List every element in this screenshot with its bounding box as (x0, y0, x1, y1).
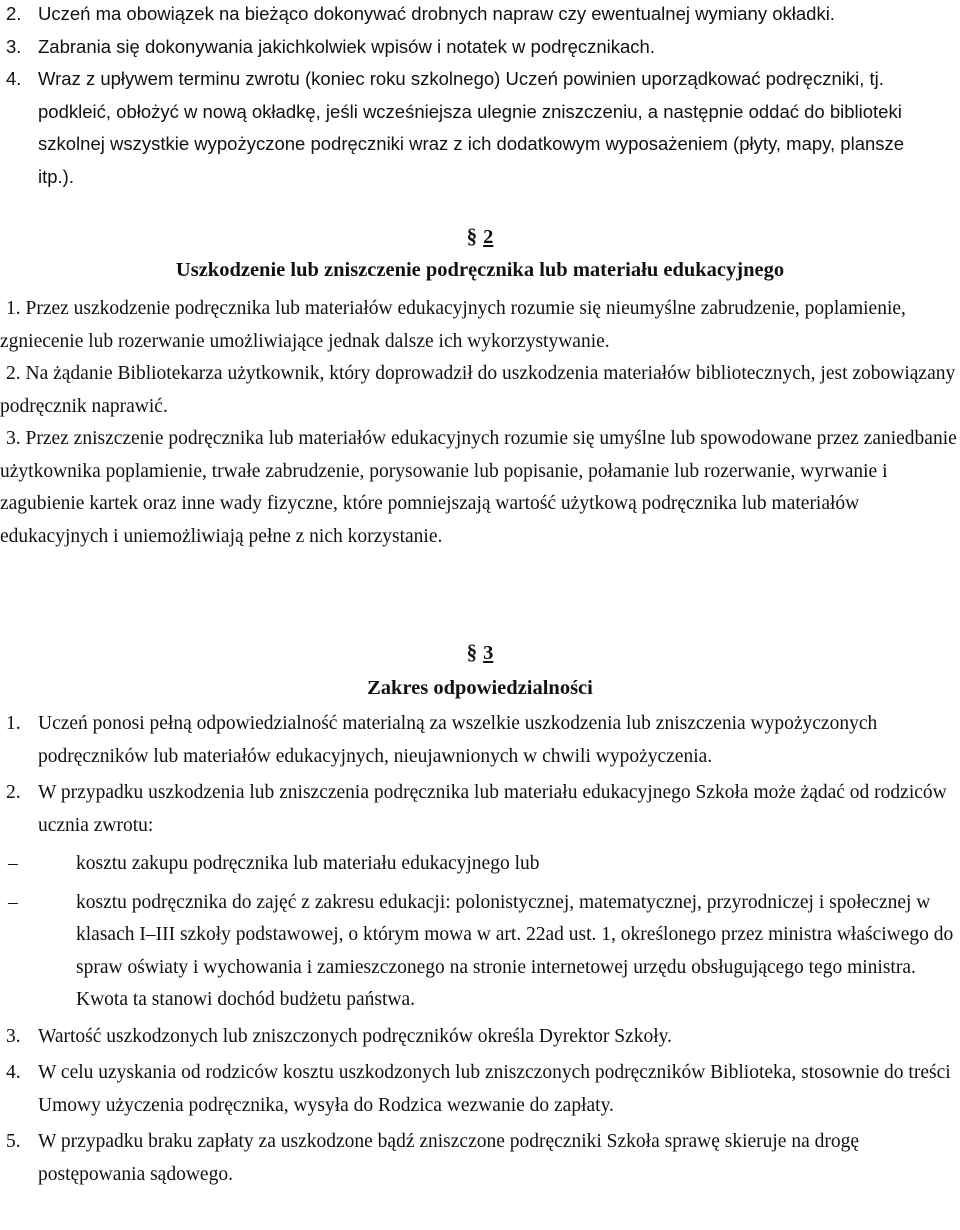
list-item (0, 1021, 958, 1054)
dash-marker: – (8, 853, 18, 874)
section-2-number (0, 220, 960, 253)
section-3-number (0, 636, 960, 669)
item-text: Przez zniszczenie podręcznika lub materiałów edukacyjnych rozumie się umyślne lub spowodowane przez zaniedbanie użytkownika poplamienie, trwałe zabrudzenie, porysowanie lub popisanie, połamanie lub rozerwanie, wyrwanie i zagubienie kartek oraz inne wady fizyczne, które pomniejszają wartość użytkową podręcznika lub materiałów edukacyjnych i uniemożliwiają pełne z nich korzystanie. (0, 428, 957, 547)
dash-list (0, 848, 958, 1017)
section-2-title: Uszkodzenie lub zniszczenie podręcznika lub materiału edukacyjnego (175, 259, 785, 281)
dash-item (8, 887, 958, 1017)
item-text: Zabrania się dokonywania jakichkolwiek wpisów i notatek w podręcznikach. (38, 35, 655, 57)
section-3-title: Zakres odpowiedzialności (367, 677, 593, 699)
list-item (0, 358, 958, 423)
list-item (0, 1126, 958, 1191)
dash-marker: – (8, 891, 18, 913)
list-item (0, 31, 958, 64)
item-number: 3. (6, 35, 22, 57)
item-text: W przypadku braku zapłaty za uszkodzone bądź zniszczone podręczniki Szkoła sprawę skieruje na drogę postępowania sądowego. (38, 1131, 860, 1185)
dash-item (8, 848, 958, 881)
item-text: Wartość uszkodzonych lub zniszczonych podręczników określa Dyrektor Szkoły. (38, 1025, 672, 1047)
item-text: Wraz z upływem terminu zwrotu (koniec roku szkolnego) Uczeń powinien uporządkować podręczniki, tj. podkleić, obłożyć w nową okładkę, jeśli wcześniejsza ulegnie zniszczeniu, a następnie oddać do biblioteki szkolnej wszystkie wypożyczone podręczniki wraz z ich dodatkowym wyposażeniem (płyty, mapy, plansze itp.). (38, 68, 905, 187)
item-number: 1. (6, 713, 21, 734)
item-text: Uczeń ponosi pełną odpowiedzialność materialną za wszelkie uszkodzenia lub zniszczenia wypożyczonych podręczników lub materiałów edukacyjnych, nieujawnionych w chwili wypożyczenia. (38, 713, 878, 767)
item-number: 3. (6, 1025, 21, 1047)
section-symbol: § (466, 640, 478, 664)
dash-item-text: kosztu zakupu podręcznika lub materiału edukacyjnego lub (76, 853, 540, 874)
section-2-list (0, 293, 958, 553)
item-number: 1. (6, 298, 21, 319)
list-item (0, 293, 958, 358)
list-item (0, 423, 958, 553)
section-symbol: § (466, 224, 478, 248)
list-item (0, 63, 958, 193)
item-number: 4. (6, 1062, 21, 1083)
item-number: 2. (6, 363, 21, 384)
item-number: 2. (6, 782, 21, 803)
list-item (0, 1057, 958, 1122)
item-text: Przez uszkodzenie podręcznika lub materiałów edukacyjnych rozumie się nieumyślne zabrudzenie, poplamienie, zgniecenie lub rozerwanie umożliwiające jednak dalsze ich wykorzystywanie. (0, 298, 906, 352)
section-number: 3 (483, 642, 494, 664)
section-3-list (0, 708, 958, 1191)
item-number: 2. (6, 3, 22, 24)
item-text: Uczeń ma obowiązek na bieżąco dokonywać drobnych napraw czy ewentualnej wymiany okładki. (38, 3, 835, 24)
item-number: 4. (6, 68, 22, 89)
section-number: 2 (483, 226, 494, 248)
item-text: W przypadku uszkodzenia lub zniszczenia podręcznika lub materiału edukacyjnego Szkoła może żądać od rodziców ucznia zwrotu: (38, 782, 947, 836)
list-item (0, 0, 958, 31)
intro-list (0, 0, 958, 193)
dash-item-text: kosztu podręcznika do zajęć z zakresu edukacji: polonistycznej, matematycznej, przyrodniczej i społecznej w klasach I–III szkoły podstawowej, o którym mowa w art. 22ad ust. 1, określonego przez ministra właściwego do spraw oświaty i wychowania i zamieszczonego na stronie internetowej urzędu obsługującego tego ministra. Kwota ta stanowi dochód budżetu państwa. (76, 891, 954, 1010)
item-number: 3. (6, 428, 21, 449)
list-item (0, 777, 958, 1017)
item-text: W celu uzyskania od rodziców kosztu uszkodzonych lub zniszczonych podręczników Biblioteka, stosownie do treści Umowy użyczenia podręcznika, wysyła do Rodzica wezwanie do zapłaty. (38, 1062, 951, 1116)
list-item (0, 708, 958, 773)
item-number: 5. (6, 1131, 21, 1152)
item-text: Na żądanie Bibliotekarza użytkownik, który doprowadził do uszkodzenia materiałów bibliotecznych, jest zobowiązany podręcznik naprawić. (0, 363, 956, 417)
